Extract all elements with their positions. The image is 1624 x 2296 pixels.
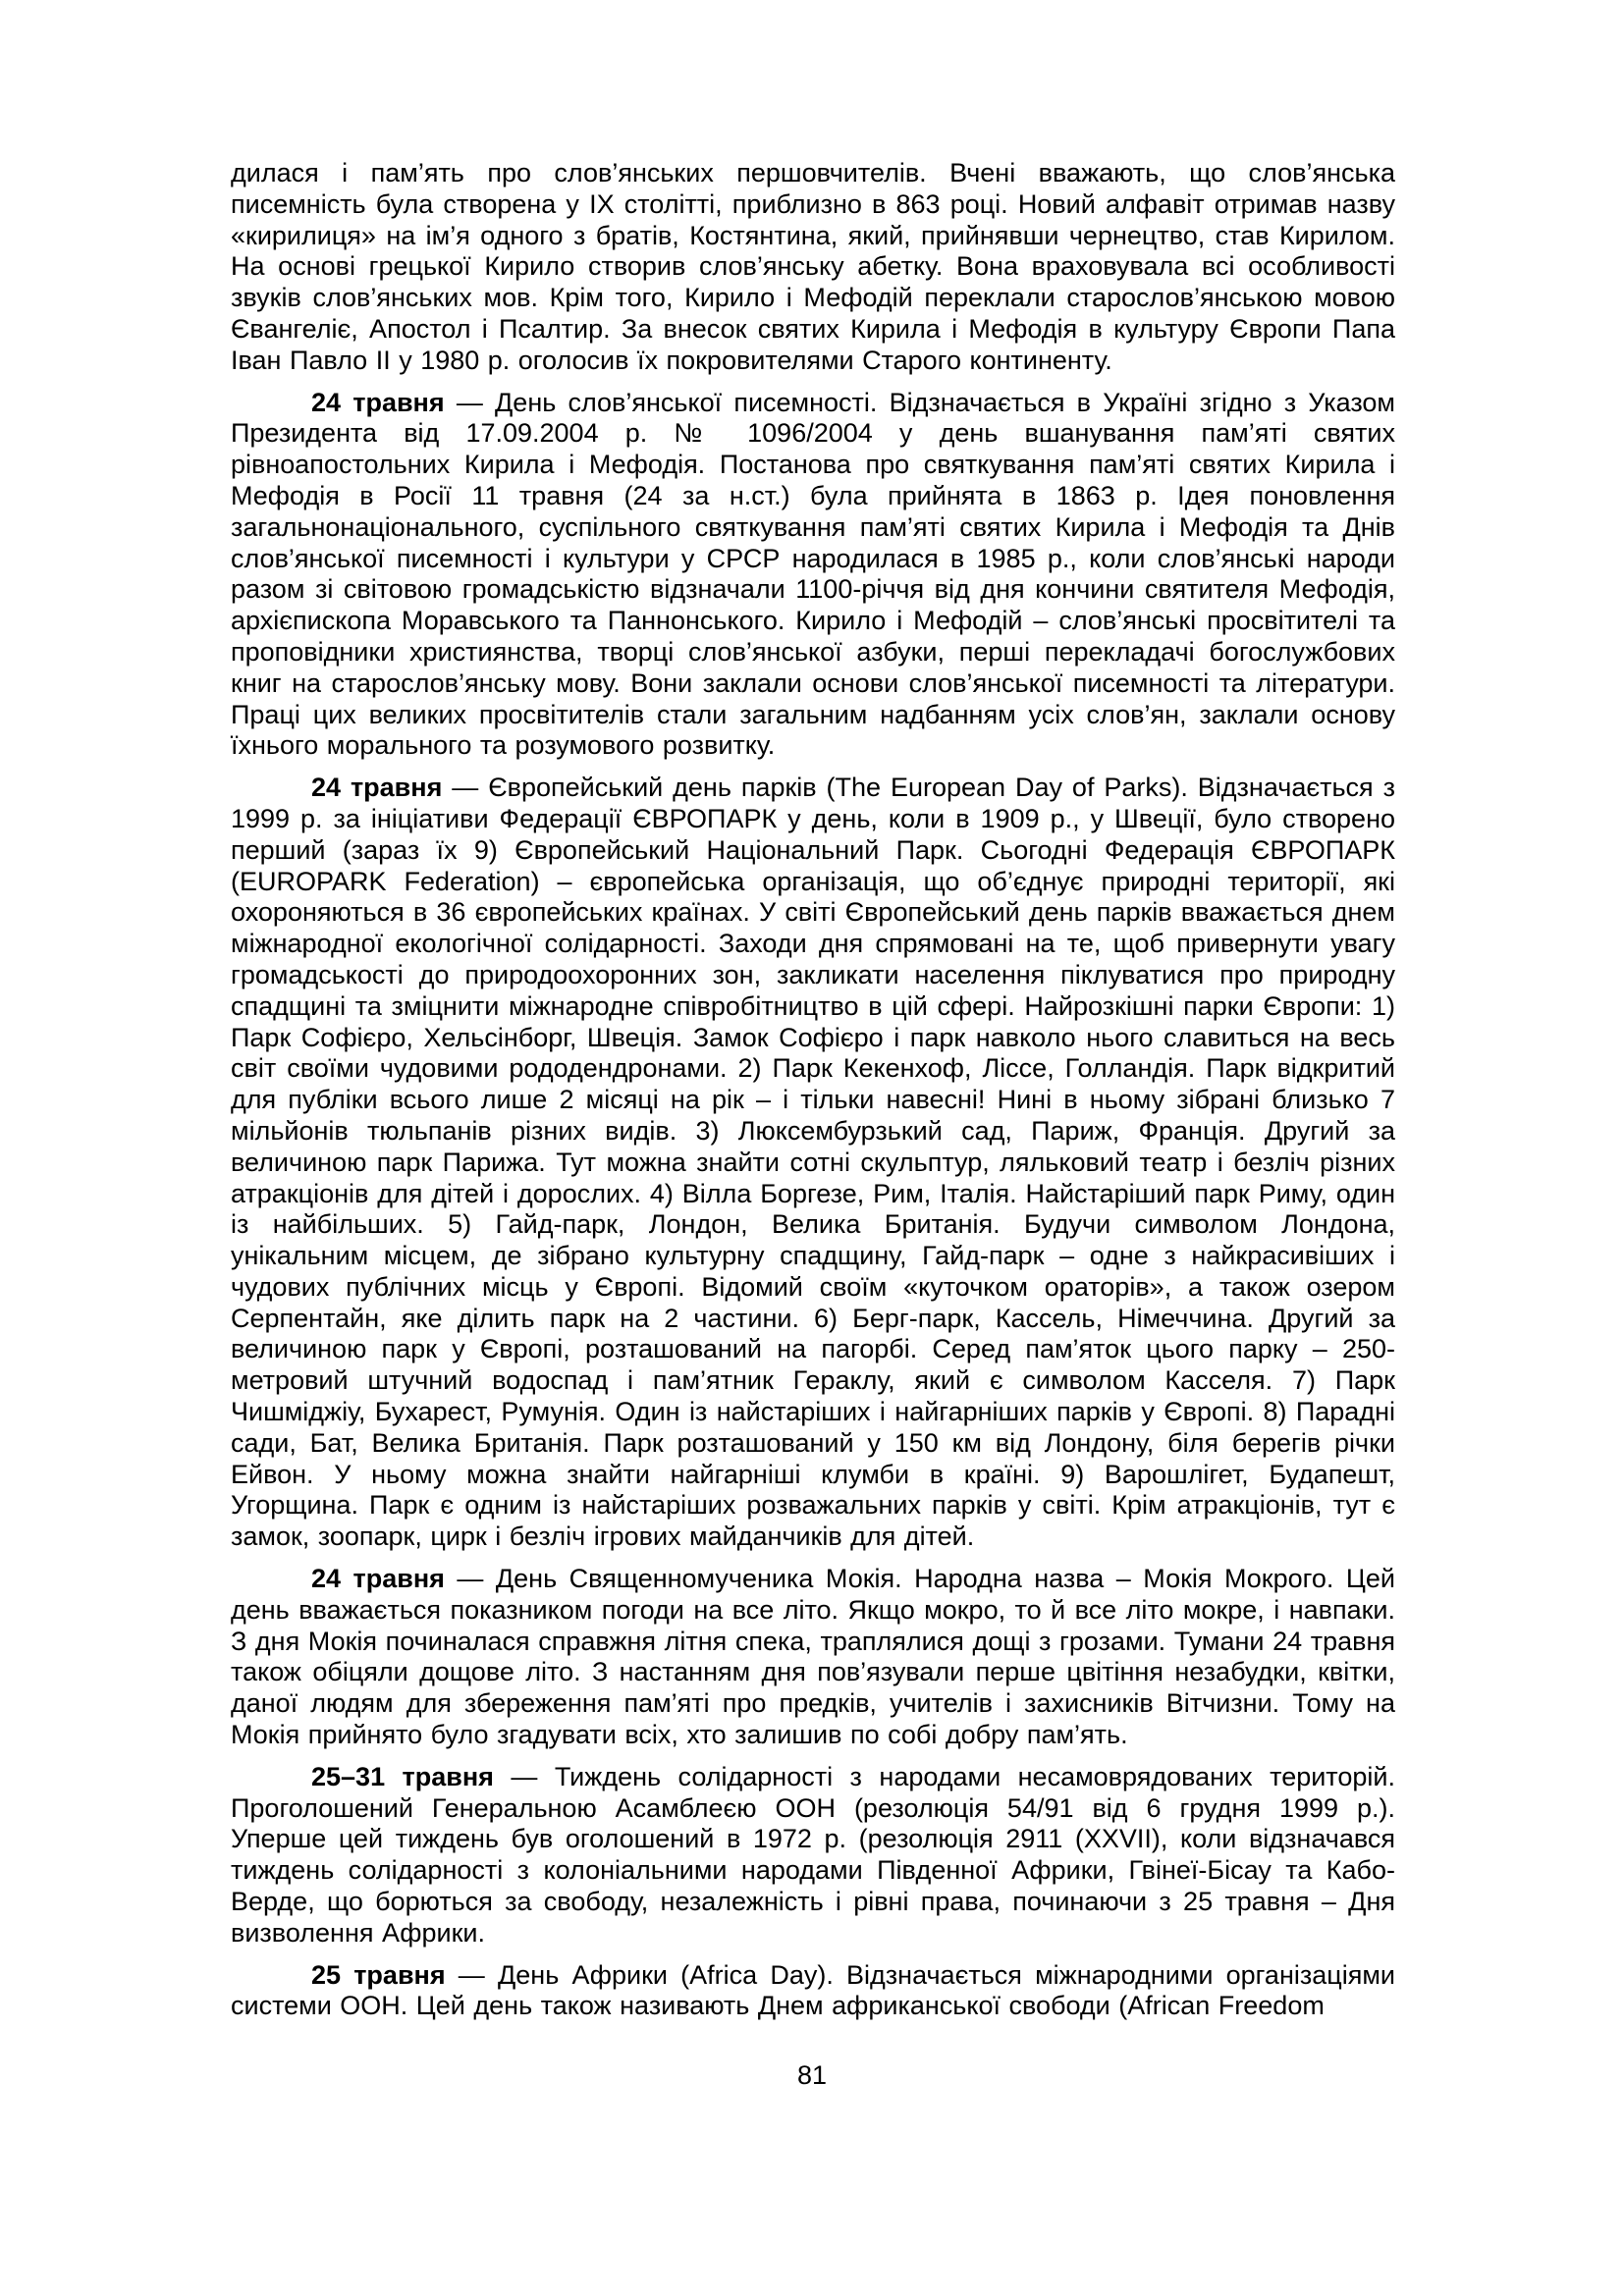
entry-date: 24 травня [311,773,443,803]
entry-body: Тиждень солідарності з народами несамоврядованих територій. Проголошений Генеральною Асамблеєю ООН (резолюція 54/91 від 6 грудня 1999 р.). Уперше цей тиждень був оголошений в 1972 р. (резолюція 2911 (XXVII), коли відзначався тиждень солідарності з колоніальними народами Південної Африки, Гвінеї-Бісау та Кабо-Верде, що борються за свободу, незалежність і рівні права, починаючи з 25 травня – Дня визволення Африки. [231,1761,1395,1948]
entry-body: День слов’янської писемності. Відзначається в Україні згідно з Указом Президента від 17.09.2004 р. № 1096/2004 у день вшанування пам’яті святих рівноапостольних Кирила і Мефодія. Постанова про святкування пам’яті святих Кирила і Мефодія в Росії 11 травня (24 за н.ст.) була прийнята в 1863 р. Ідея поновлення загальнонаціонального, суспільного святкування пам’яті святих Кирила і Мефодія та Днів слов’янської писемності і культури у СРСР народилася в 1985 р., коли слов’янські народи разом зі світовою громадськістю відзначали 1100-річчя від дня кончини святителя Мефодія, архієпископа Моравського та Паннонського. Кирило і Мефодій – слов’янські просвітителі та проповідники християнства, творці слов’янської азбуки, перші перекладачі богослужбових книг на старослов’янську мову. Вони заклали основи слов’янської писемності та літератури. Праці цих великих просвітителів стали загальним надбанням усіх слов’ян, заклали основу їхнього морального та розумового розвитку. [231,387,1395,761]
entry-body: дилася і пам’ять про слов’янських першовчителів. Вчені вважають, що слов’янська писемність була створена у IX столітті, приблизно в 863 році. Новий алфавіт отримав назву «кирилиця» на ім’я одного з братів, Костянтина, який, прийнявши чернецтво, став Кирилом. На основі грецької Кирило створив слов’янську абетку. Вона враховувала всі особливості звуків слов’янських мов. Крім того, Кирило і Мефодій переклали старослов’янською мовою Євангеліє, Апостол і Псалтир. За внесок святих Кирила і Мефодія в культуру Європи Папа Іван Павло II у 1980 р. оголосив їх покровителями Старого континенту. [231,158,1395,375]
page-number: 81 [796,2060,828,2090]
entry-date: 24 травня [311,387,445,417]
entry-date: 25–31 травня [311,1761,494,1791]
calendar-entry-mokiy-day [231,1564,1395,1751]
dash-separator: — [444,387,496,417]
entry-body: Європейський день парків (The European Day of Parks). Відзначається з 1999 р. за ініціативи Федерації ЄВРОПАРК у день, коли в 1909 р., у Швеції, було створено перший (зараз їх 9) Європейський Національний Парк. Сьогодні Федерація ЄВРОПАРК (EUROPARK Federation) – європейська організація, що об’єднує природні території, які охороняються в 36 європейських країнах. У світі Європейський день парків вважається днем міжнародної екологічної солідарності. Заходи дня спрямовані на те, щоб привернути увагу громадськості до природоохоронних зон, закликати населення піклуватися про природну спадщині та зміцнити міжнародне співробітництво в цій сфері. Найрозкішні парки Європи: 1) Парк Софієро, Хельсінборг, Швеція. Замок Софієро і парк навколо нього славиться на весь світ своїми чудовими рододендронами. 2) Парк Кекенхоф, Ліссе, Голландія. Парк відкритий для публіки всього лише 2 місяці на рік – і тільки навесні! Нині в ньому зібрані близько 7 мільйонів тюльпанів різних видів. 3) Люксембурзький сад, Париж, Франція. Другий за величиною парк Парижа. Тут можна знайти сотні скульптур, ляльковий театр і безліч різних атракціонів для дітей і дорослих. 4) Вілла Боргезе, Рим, Італія. Найстаріший парк Риму, один із найбільших. 5) Гайд-парк, Лондон, Велика Британія. Будучи символом Лондона, унікальним місцем, де зібрано культурну спадщину, Гайд-парк – одне з найкрасивіших і чудових публічних місць у Європі. Відомий своїм «куточком ораторів», а також озером Серпентайн, яке ділить парк на 2 частини. 6) Берг-парк, Кассель, Німеччина. Другий за величиною парк у Європі, розташований на пагорбі. Серед пам’яток цього парку – 250-метровий штучний водоспад і пам’ятник Гераклу, який є символом Касселя. 7) Парк Чишміджіу, Бухарест, Румунія. Один із найстаріших і найгарніших парків у Європі. 8) Парадні сади, Бат, Велика Британія. Парк розташований у 150 км від Лондону, біля берегів річки Ейвон. У ньому можна знайти найгарніші клумби в країні. 9) Варошлігет, Будапешт, Угорщина. Парк є одним із найстаріших розважальних парків у світі. Крім атракціонів, тут є замок, зоопарк, цирк і безліч ігрових майданчиків для дітей. [231,773,1395,1552]
calendar-entry-africa-day [231,1960,1395,2023]
entry-body: День Священномученика Мокія. Народна назва – Мокія Мокрого. Цей день вважається показником погоди на все літо. Якщо мокро, то й все літо мокре, і навпаки. З дня Мокія починалася справжня літня спека, траплялися дощі з грозами. Тумани 24 травня також обіцяли дощове літо. З настанням дня пов’язували перше цвітіння незабудки, квітки, даної людям для збереження пам’яті про предків, учителів і захисників Вітчизни. Тому на Мокія прийнято було згадувати всіх, хто залишив по собі добру пам’ять. [231,1564,1395,1750]
dash-separator: — [444,1564,496,1594]
calendar-entry-solidarity-week [231,1762,1395,1949]
entry-date: 24 травня [311,1564,445,1594]
dash-separator: — [445,1959,498,1990]
entry-date: 25 травня [311,1959,446,1990]
entry-body: День Африки (Africa Day). Відзначається міжнародними організаціями системи ООН. Цей день також називають Днем африканської свободи (African Freedom [231,1959,1395,2021]
document-page [231,158,1395,2033]
dash-separator: — [493,1761,555,1791]
paragraph-continuation [231,158,1395,377]
dash-separator: — [442,773,489,803]
calendar-entry-slavic-writing-day [231,388,1395,763]
calendar-entry-european-day-of-parks [231,773,1395,1553]
